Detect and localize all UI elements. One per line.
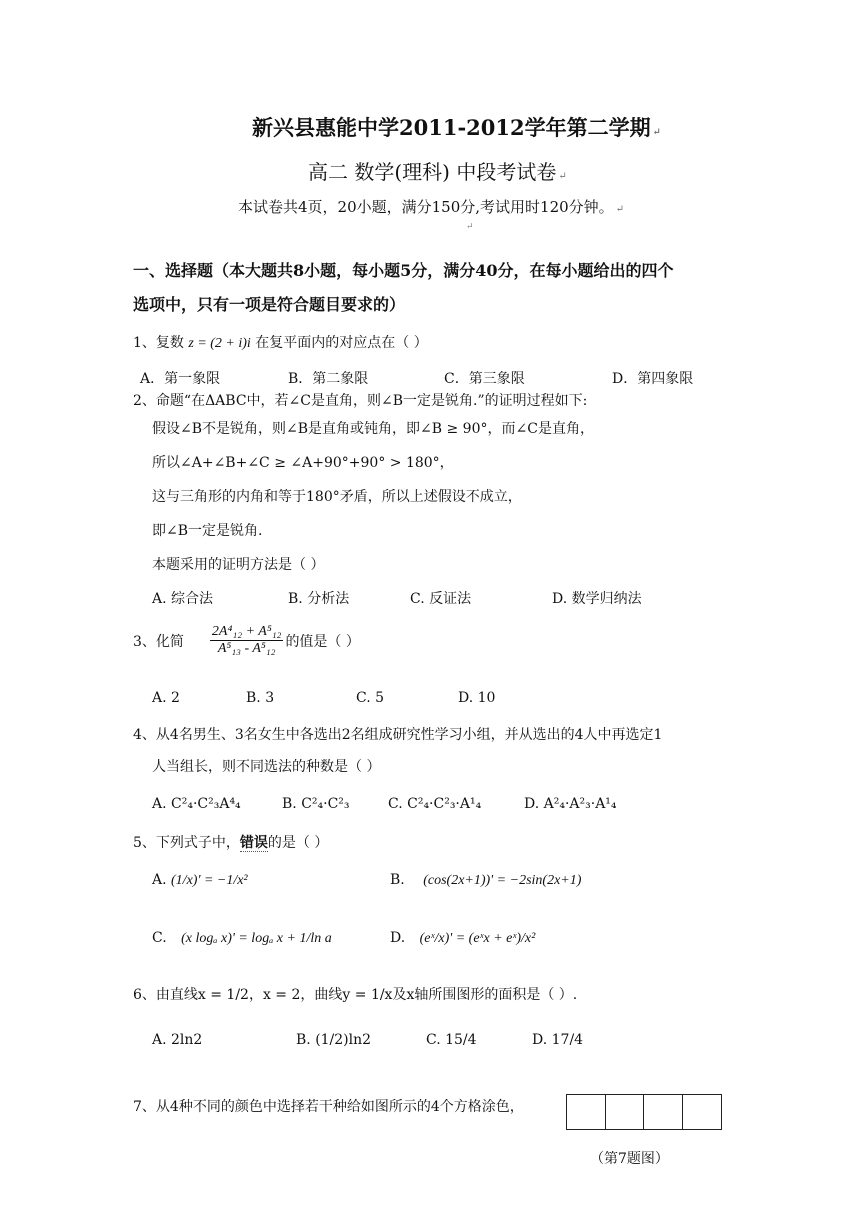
grid-cell [644, 1095, 683, 1129]
paragraph-mark: ↵ [466, 222, 474, 232]
question-6-option-c: C. 15/4 [426, 1032, 477, 1048]
question-6-stem: 6、由直线x = 1/2，x = 2，曲线y = 1/x及x轴所围图形的面积是（ ）. [133, 987, 578, 1003]
question-4-option-b: B. C²₄·C²₃ [282, 796, 350, 812]
question-4-line2: 人当组长，则不同选法的种数是（ ） [152, 759, 381, 775]
exam-info: 本试卷共4页，20小题，满分150分,考试用时120分钟。 ↵ [238, 198, 625, 216]
question-2-option-a: A. 综合法 [152, 591, 214, 607]
question-2-proof-line2: 所以∠A+∠B+∠C ≥ ∠A+90°+90° > 180°， [152, 455, 454, 471]
question-3-option-a: A. 2 [152, 690, 180, 706]
question-2-proof-line1: 假设∠B不是锐角，则∠B是直角或钝角，即∠B ≥ 90°，而∠C是直角， [152, 421, 594, 437]
question-3-stem: 3、化简 $\frac{\text{2A⁴₁₂ + A⁵₁₂}}{\text{A⁵₁₃ - A⁵₁₂}}$ 的值是（ ） [133, 624, 360, 657]
question-6-option-d: D. 17/4 [532, 1032, 584, 1048]
question-3-option-b: B. 3 [246, 690, 275, 706]
question-1-option-c: C．第三象限 [444, 371, 525, 387]
question-5-emphasis: 错误 [239, 835, 268, 851]
question-4-option-c: C. C²₄·C²₃·A¹₄ [388, 796, 482, 812]
section-heading-line2: 选项中，只有一项是符合题目要求的） [133, 295, 406, 314]
question-2-proof-line3: 这与三角形的内角和等于180°矛盾，所以上述假设不成立， [152, 489, 522, 505]
question-2-stem: 2、命题“在ΔABC中，若∠C是直角，则∠B一定是锐角.”的证明过程如下: [133, 393, 588, 409]
question-2-option-d: D. 数学归纳法 [552, 591, 642, 607]
question-4-option-a: A. C²₄·C²₃A⁴₄ [152, 796, 241, 812]
exam-subtitle: 高二 数学(理科) 中段考试卷 ↵ [308, 160, 567, 184]
question-6-option-a: A. 2ln2 [152, 1032, 203, 1048]
question-4-line1: 4、从4名男生、3名女生中各选出2名组成研究性学习小组，并从选出的4人中再选定1 [133, 727, 663, 743]
question-1-option-b: B．第二象限 [288, 371, 369, 387]
question-5-stem: 5、下列式子中，错误的是（ ） [133, 835, 329, 851]
grid-cell [606, 1095, 645, 1129]
exam-title: 新兴县惠能中学2011-2012学年第二学期 ↵ [252, 115, 661, 140]
grid-cell [567, 1095, 606, 1129]
question-2-proof-line4: 即∠B一定是锐角. [152, 523, 263, 539]
question-5-option-c: C. (x logₐ x)' = logₐ x + 1/ln a [152, 930, 332, 946]
question-5-option-b: B. (cos(2x+1))' = −2sin(2x+1) [390, 872, 582, 888]
question-4-option-d: D. A²₄·A²₃·A¹₄ [524, 796, 617, 812]
question-5-option-d: D. (eˣ/x)' = (eˣx + eˣ)/x² [390, 930, 536, 946]
grid-cell [683, 1095, 722, 1129]
question-5-option-a: A. (1/x)' = −1/x² [152, 872, 248, 888]
question-3-option-c: C. 5 [356, 690, 385, 706]
question-7-stem: 7、从4种不同的颜色中选择若干种给如图所示的4个方格涂色， [133, 1099, 524, 1115]
question-2-option-c: C. 反证法 [410, 591, 472, 607]
question-3-fraction: $\frac{\text{2A⁴₁₂ + A⁵₁₂}}{\text{A⁵₁₃ - A⁵₁₂}}$ [211, 624, 282, 657]
question-2-prompt: 本题采用的证明方法是（ ） [152, 557, 325, 573]
question-1-option-a: A．第一象限 [140, 371, 221, 387]
question-7-grid-figure [566, 1094, 722, 1130]
question-1-option-d: D．第四象限 [612, 371, 694, 387]
question-2-option-b: B. 分析法 [288, 591, 350, 607]
question-1-stem: 1、复数 z = (2 + i)i 在复平面内的对应点在（ ） [133, 335, 428, 351]
question-6-option-b: B. (1/2)ln2 [296, 1032, 372, 1048]
question-7-figure-caption: （第7题图） [590, 1151, 669, 1167]
question-3-option-d: D. 10 [458, 690, 496, 706]
section-heading-line1: 一、选择题（本大题共8小题，每小题5分，满分40分，在每小题给出的四个 [133, 261, 674, 280]
